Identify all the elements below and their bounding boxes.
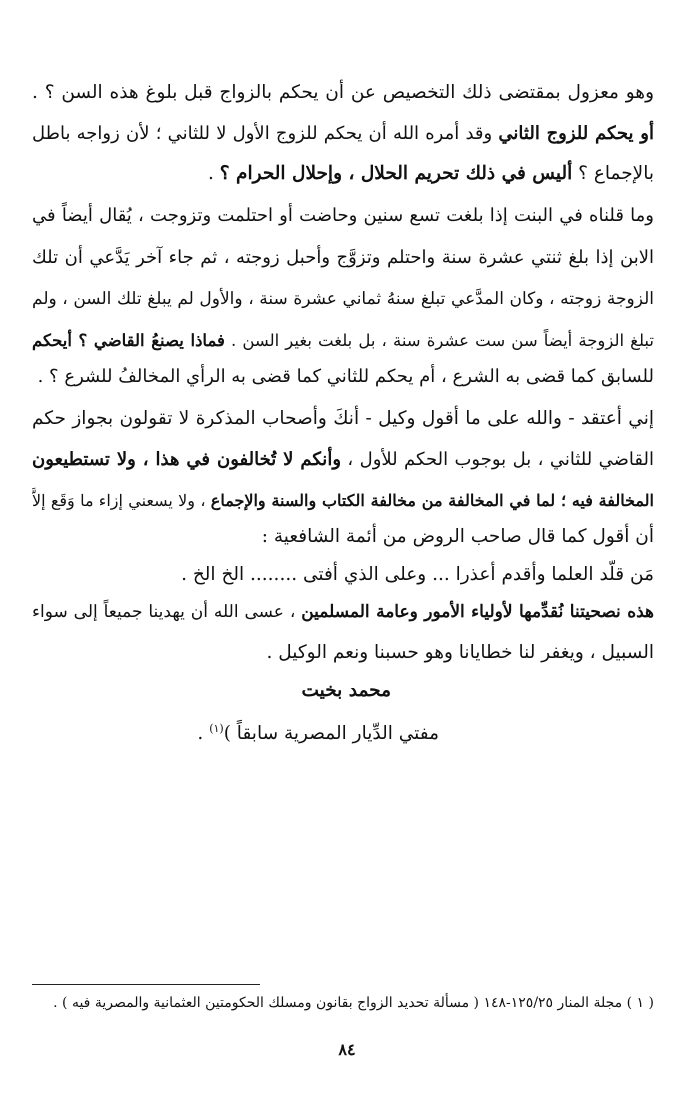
text-line-3 [32, 159, 654, 191]
text-line-14 [32, 638, 654, 670]
text-run: وهو معزول بمقتضى ذلك التخصيص عن أن يحكم بالزواج قبل بلوغ هذه السن ؟ . [32, 82, 654, 103]
page-number: ٨٤ [338, 1040, 356, 1059]
footnote-ref: (١) [209, 722, 224, 735]
text-run: الابن إذا بلغ ثنتي عشرة سنة واحتلم وتزوَّج وأحبل زوجته ، ثم جاء آخر يَدَّعي أن تلك [32, 247, 654, 268]
text-line-11 [32, 486, 654, 518]
text-line-1 [32, 78, 654, 110]
text-line-4 [32, 201, 654, 233]
bold-run: أو يحكم للزوج الثاني [498, 123, 654, 144]
text-run: ، ولا يسعني إزاء ما وَقَع إلاَّ [32, 491, 211, 510]
text-run: مَن قلَّد العلما وأقدم أعذرا ... وعلى الذي أفتى ........ الخ الخ . [181, 564, 654, 585]
bold-run: هذه نصحيتنا نُقدِّمها لأولياء الأمور وعامة المسلمين [301, 602, 654, 622]
footnote: ( ١ ) مجلة المنار ١٢٥/٢٥-١٤٨ ( مسألة تحديد الزواج بقانون ومسلك الحكومتين العثمانية والمصرية فيه ) . [53, 995, 654, 1011]
text-run: ، عسى الله أن يهدينا جميعاً إلى سواء [32, 602, 302, 622]
text-line-10 [32, 445, 654, 477]
text-run: إني أعتقد - والله على ما أقول وكيل - أنكَ وأصحاب المذكرة لا تقولون بجواز حكم [32, 408, 654, 429]
text-run: مفتي الدِّيار المصرية سابقاً ) [223, 723, 439, 745]
text-line-13 [32, 597, 654, 629]
text-line-6 [32, 284, 654, 316]
text-run: الزوجة زوجته ، وكان المدَّعي تبلغ سنهُ ثماني عشرة سنة ، والأول لم يبلغ تلك السن ، ولم [32, 289, 654, 309]
text-run: . [197, 723, 210, 745]
bold-run: المخالفة فيه ؛ لما في المخالفة من مخالفة الكتاب والسنة والإجماع [210, 491, 654, 510]
signature-title [32, 714, 439, 746]
text-line-5 [32, 243, 654, 275]
text-line-12 [32, 522, 654, 554]
text-run: وقد أمره الله أن يحكم للزوج الأول لا للثاني ؛ لأن زواجه باطل [32, 123, 499, 144]
text-run: بالإجماع ؟ [572, 163, 654, 184]
text-run: وما قلناه في البنت إذا بلغت تسع سنين وحاضت أو احتلمت وتزوجت ، يُقال أيضاً في [32, 205, 654, 226]
text-run: أن أقول كما قال صاحب الروض من أئمة الشافعية : [261, 526, 654, 547]
footnote-separator [32, 984, 260, 985]
signature-name [32, 676, 391, 708]
text-line-8 [32, 362, 654, 394]
text-line-7 [32, 326, 654, 358]
bold-run: أليس في ذلك تحريم الحلال ، وإحلال الحرام ؟ [219, 163, 573, 184]
text-run: للسابق كما قضى به الشرع ، أم يحكم للثاني كما قضى به الرأي المخالفُ للشرع ؟ . [37, 366, 654, 387]
text-line-2 [32, 119, 654, 151]
text-run: . [208, 163, 220, 184]
text-line-9 [32, 404, 654, 436]
text-run: تبلغ الزوجة أيضاً سن ست عشرة سنة ، بل بلغت بغير السن . [224, 331, 654, 350]
bold-run: وأنكم لا تُخالفون في هذا ، ولا تستطيعون [32, 449, 342, 470]
text-run: القاضي للثاني ، بل بوجوب الحكم للأول ، [341, 449, 654, 470]
bold-run: فماذا يصنعُ القاضي ؟ أيحكم [32, 331, 225, 350]
bold-run: محمد بخيت [301, 680, 391, 701]
text-run: السبيل ، ويغفر لنا خطايانا وهو حسبنا ونعم الوكيل . [266, 642, 654, 663]
poetry-line [32, 560, 654, 592]
